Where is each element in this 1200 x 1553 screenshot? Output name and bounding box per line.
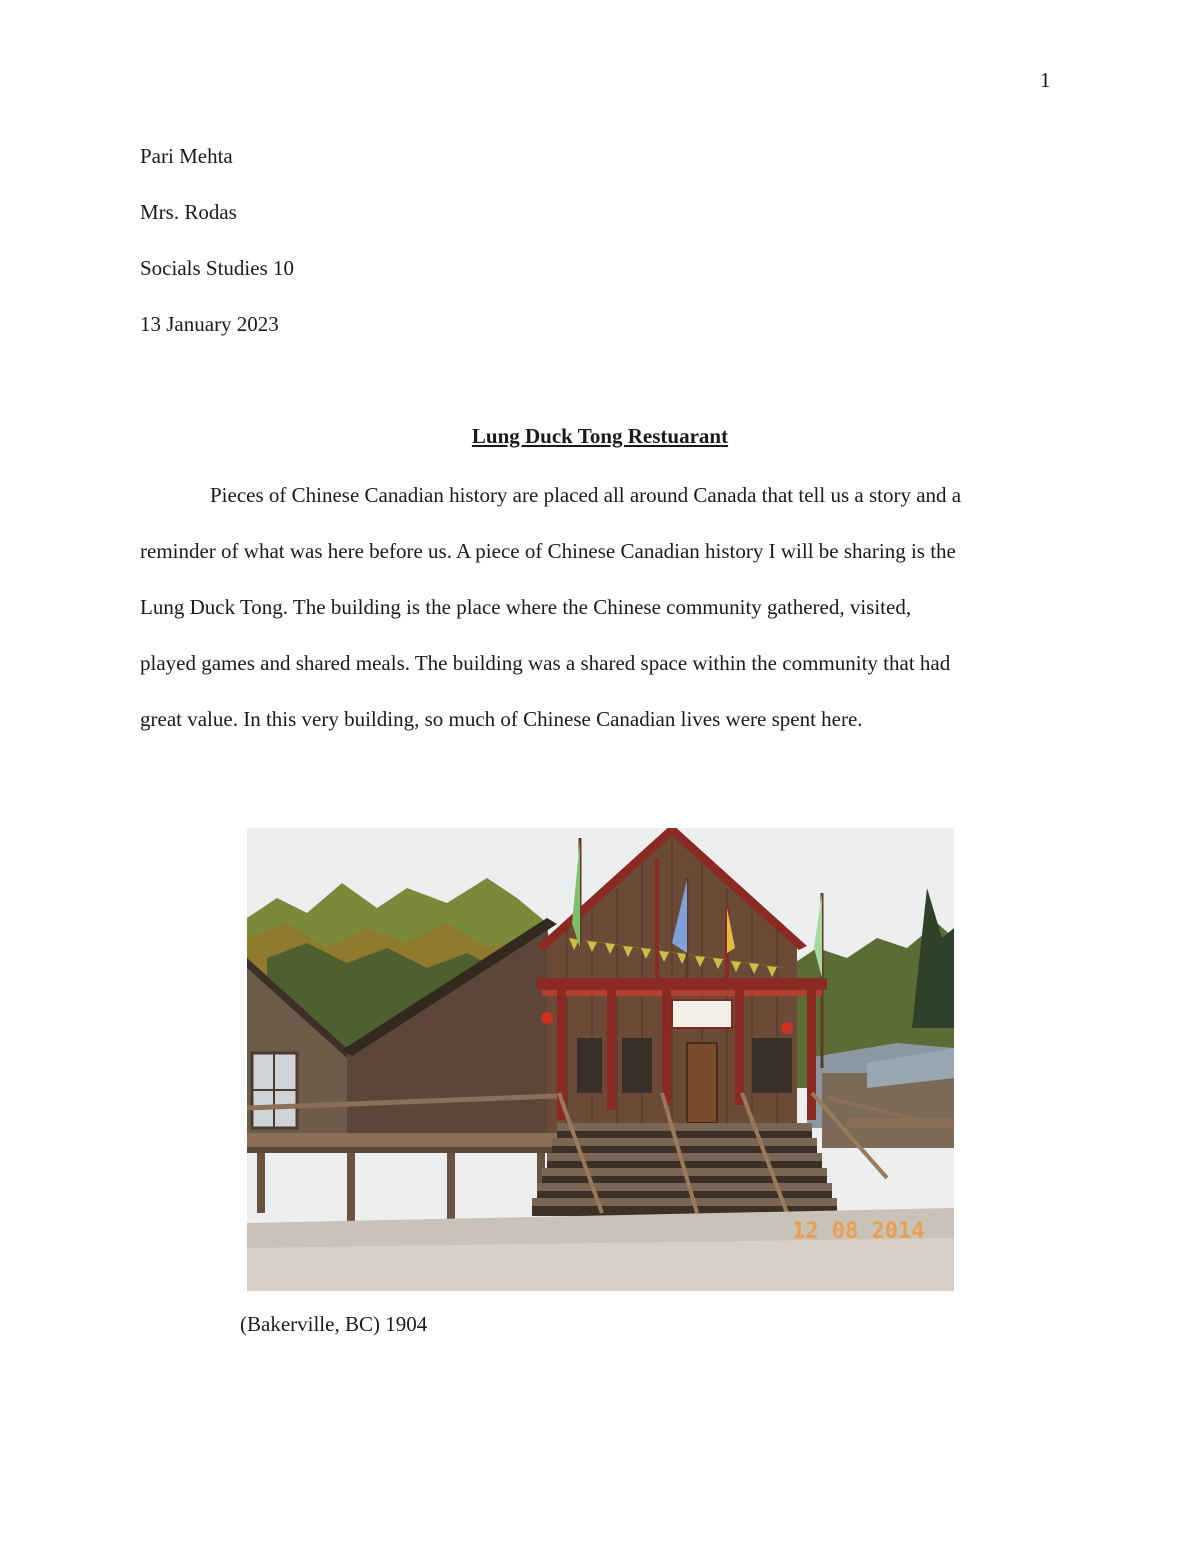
page-number: 1	[1040, 68, 1051, 92]
author-name: Pari Mehta	[140, 144, 233, 168]
course-name: Socials Studies 10	[140, 256, 295, 280]
teacher-name: Mrs. Rodas	[140, 200, 237, 224]
paragraph-line: Pieces of Chinese Canadian history are placed all around Canada that tell us a story and a	[210, 483, 962, 507]
paragraph-line: great value. In this very building, so much of Chinese Canadian lives were spent here.	[140, 707, 863, 731]
document-date: 13 January 2023	[140, 312, 279, 336]
figure-caption: (Bakerville, BC) 1904	[240, 1312, 428, 1336]
paragraph-line: played games and shared meals. The building was a shared space within the community that had	[140, 651, 951, 675]
paragraph-line: reminder of what was here before us. A piece of Chinese Canadian history I will be sharing is the	[140, 539, 956, 563]
paragraph-line: Lung Duck Tong. The building is the place where the Chinese community gathered, visited,	[140, 595, 912, 619]
building-photo	[247, 828, 954, 1291]
photo-date-stamp: 12 08 2014	[792, 1219, 925, 1244]
document-title: Lung Duck Tong Restuarant	[471, 424, 729, 448]
